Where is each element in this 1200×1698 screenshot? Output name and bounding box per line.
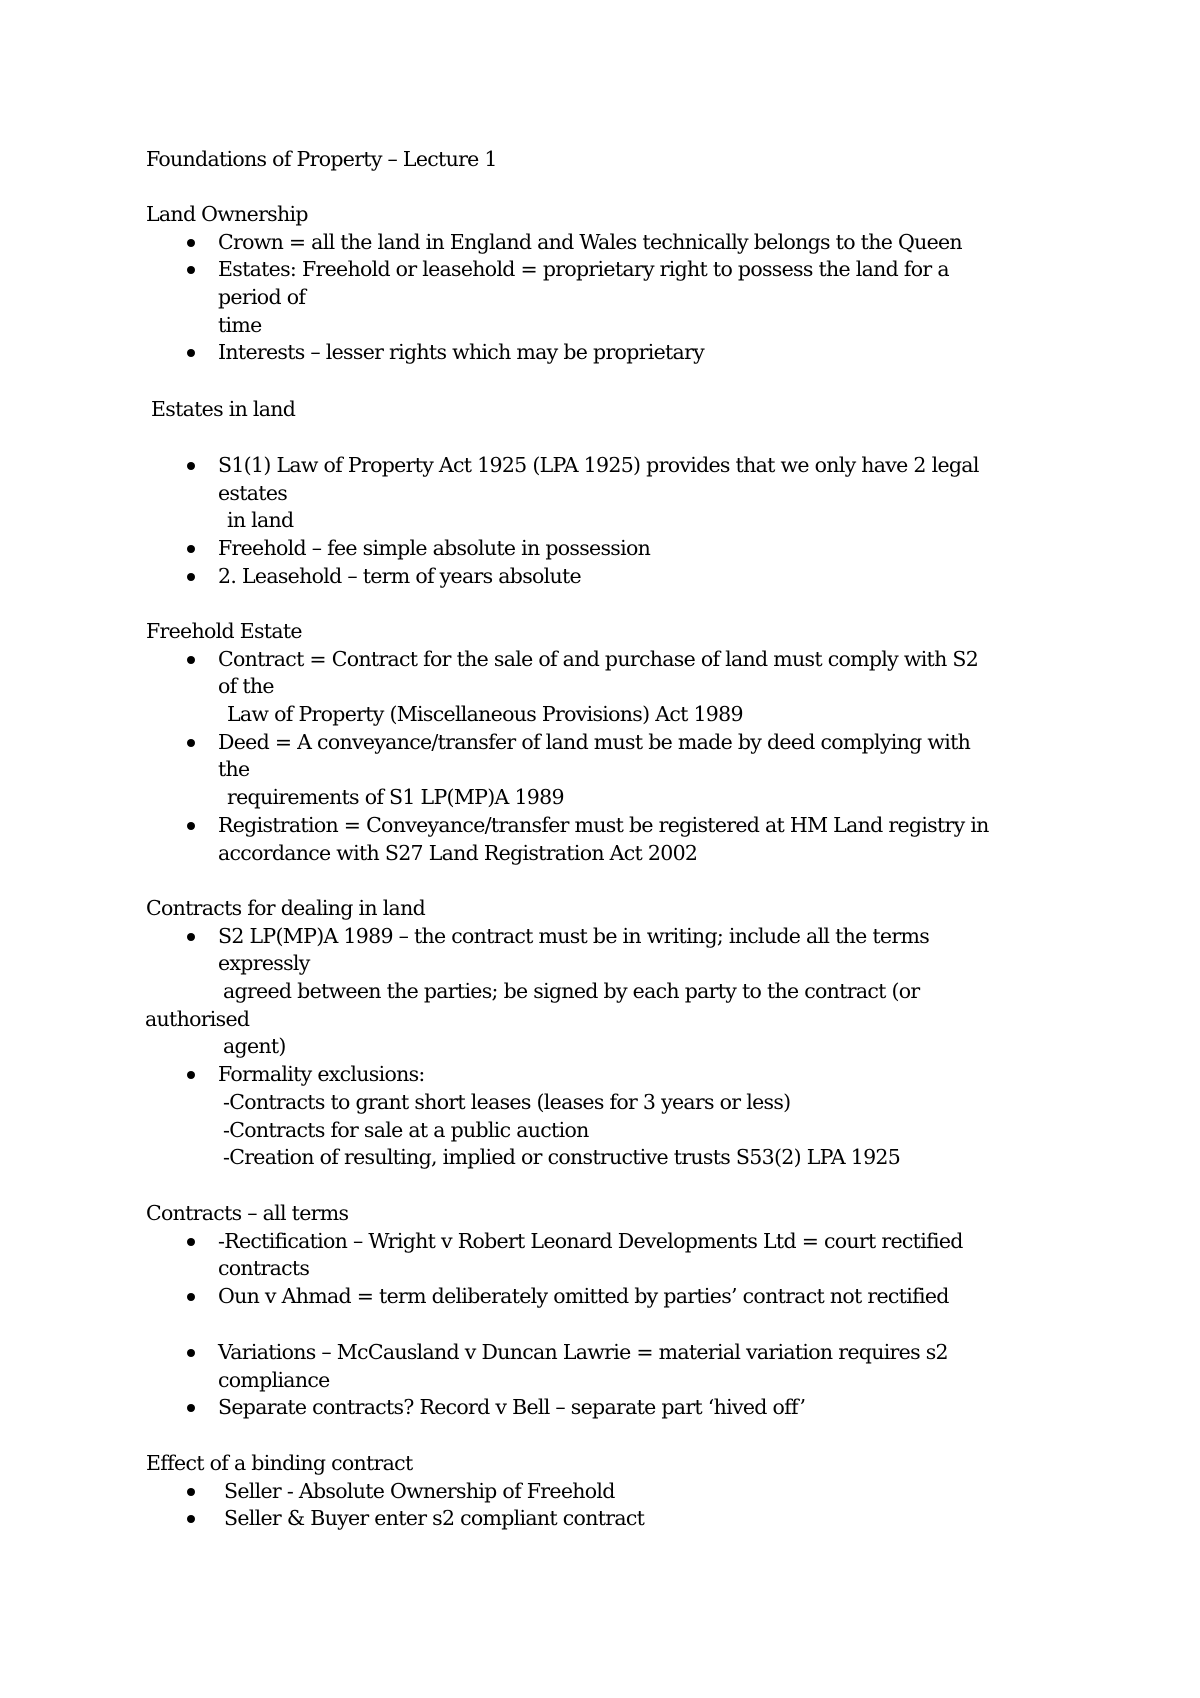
section-heading: Effect of a binding contract: [146, 1451, 413, 1475]
list-item-continuation: compliance: [218, 1367, 330, 1392]
list-item-continuation: estates: [218, 480, 288, 505]
title-block: [0, 146, 1200, 174]
list-item-continuation: the: [218, 757, 250, 782]
list-item: [0, 1283, 1200, 1311]
bullet-icon: [187, 1293, 195, 1301]
bullet-icon: [187, 1238, 195, 1246]
list-item-continuation: in land: [227, 508, 294, 533]
bullet-icon: [187, 349, 195, 357]
bullet-icon: [187, 1515, 195, 1523]
section-contracts-all-terms: [0, 1200, 1200, 1311]
list-item-continuation: accordance with S27 Land Registration Act 2002: [218, 840, 698, 865]
list-item-text: 2. Leasehold – term of years absolute: [218, 563, 581, 588]
section-land-ownership: [0, 201, 1200, 367]
list-item-text: Registration = Conveyance/transfer must be registered at HM Land registry in: [218, 812, 989, 837]
section-heading: Contracts for dealing in land: [146, 896, 426, 920]
page-title: Foundations of Property – Lecture 1: [146, 147, 497, 171]
list-item-continuation: authorised: [145, 1006, 250, 1031]
list-item: [0, 535, 1200, 563]
list-item-text: Separate contracts? Record v Bell – separate part ‘hived off’: [218, 1395, 806, 1420]
list-item: [0, 812, 1200, 840]
list-item-continuation: requirements of S1 LP(MP)A 1989: [227, 785, 564, 810]
list-item-text: Seller & Buyer enter s2 compliant contract: [224, 1506, 645, 1531]
list-item-continuation: of the: [218, 674, 274, 699]
bullet-icon: [187, 656, 195, 664]
bullet-icon: [187, 573, 195, 581]
list-item-continuation: period of: [218, 285, 306, 310]
section-heading: Land Ownership: [146, 202, 308, 226]
section-heading: Contracts – all terms: [146, 1201, 349, 1225]
bullet-icon: [187, 1488, 195, 1496]
list-item-text: Crown = all the land in England and Wales technically belongs to the Queen: [218, 229, 962, 254]
list-item: [0, 256, 1200, 284]
list-item: [0, 1339, 1200, 1367]
section-estates-in-land: [0, 396, 1200, 424]
list-item: [0, 1061, 1200, 1089]
bullet-icon: [187, 239, 195, 247]
bullet-icon: [187, 1349, 195, 1357]
list-item-text: Estates: Freehold or leasehold = proprietary right to possess the land for a: [218, 257, 949, 282]
list-item-text: Seller - Absolute Ownership of Freehold: [224, 1478, 615, 1503]
bullet-icon: [187, 462, 195, 470]
list-item-text: Formality exclusions:: [218, 1062, 425, 1087]
section-heading: Freehold Estate: [146, 619, 302, 643]
list-item: [0, 1394, 1200, 1422]
list-item-text: Freehold – fee simple absolute in possession: [218, 536, 651, 561]
list-item: [0, 1228, 1200, 1256]
bullet-icon: [187, 1404, 195, 1412]
bullet-icon: [187, 933, 195, 941]
section-heading: Estates in land: [151, 397, 296, 421]
list-item-continuation: agent): [223, 1034, 286, 1059]
section-estates-in-land-list: [0, 452, 1200, 590]
list-item-continuation: time: [218, 312, 262, 337]
list-item: [0, 646, 1200, 674]
bullet-icon: [187, 822, 195, 830]
list-item-continuation: contracts: [218, 1256, 310, 1281]
list-item-text: S2 LP(MP)A 1989 – the contract must be in writing; include all the terms: [218, 923, 930, 948]
list-item: [0, 923, 1200, 951]
list-item-continuation: expressly: [218, 951, 310, 976]
list-item-text: Variations – McCausland v Duncan Lawrie = material variation requires s2: [218, 1340, 948, 1364]
list-item-text: -Rectification – Wright v Robert Leonard Developments Ltd = court rectified: [218, 1228, 963, 1253]
bullet-icon: [187, 739, 195, 747]
list-item-text: Oun v Ahmad = term deliberately omitted by parties’ contract not rectified: [218, 1284, 949, 1309]
list-item: [0, 339, 1200, 367]
list-item: [0, 229, 1200, 257]
list-item-text: Interests – lesser rights which may be proprietary: [218, 340, 705, 365]
list-item: [0, 452, 1200, 480]
list-item-continuation: Law of Property (Miscellaneous Provisions) Act 1989: [227, 702, 743, 727]
list-item-continuation: -Creation of resulting, implied or constructive trusts S53(2) LPA 1925: [223, 1145, 901, 1170]
bullet-icon: [187, 1071, 195, 1079]
list-item: [0, 1505, 1200, 1533]
list-item-text: Contract = Contract for the sale of and purchase of land must comply with S2: [218, 646, 979, 671]
list-item-text: Deed = A conveyance/transfer of land must be made by deed complying with: [218, 729, 971, 754]
list-item-text: S1(1) Law of Property Act 1925 (LPA 1925) provides that we only have 2 legal: [218, 453, 979, 477]
list-item: [0, 1478, 1200, 1506]
section-effect-binding-contract: [0, 1450, 1200, 1533]
bullet-icon: [187, 545, 195, 553]
section-contracts-dealing: [0, 895, 1200, 1172]
list-item: [0, 729, 1200, 757]
section-contracts-all-terms-list: [0, 1339, 1200, 1422]
list-item-continuation: agreed between the parties; be signed by each party to the contract (or: [223, 979, 920, 1004]
list-item: [0, 563, 1200, 591]
list-item-continuation: -Contracts for sale at a public auction: [223, 1117, 589, 1142]
list-item-continuation: -Contracts to grant short leases (leases for 3 years or less): [223, 1089, 791, 1114]
bullet-icon: [187, 266, 195, 274]
section-freehold-estate: [0, 618, 1200, 867]
